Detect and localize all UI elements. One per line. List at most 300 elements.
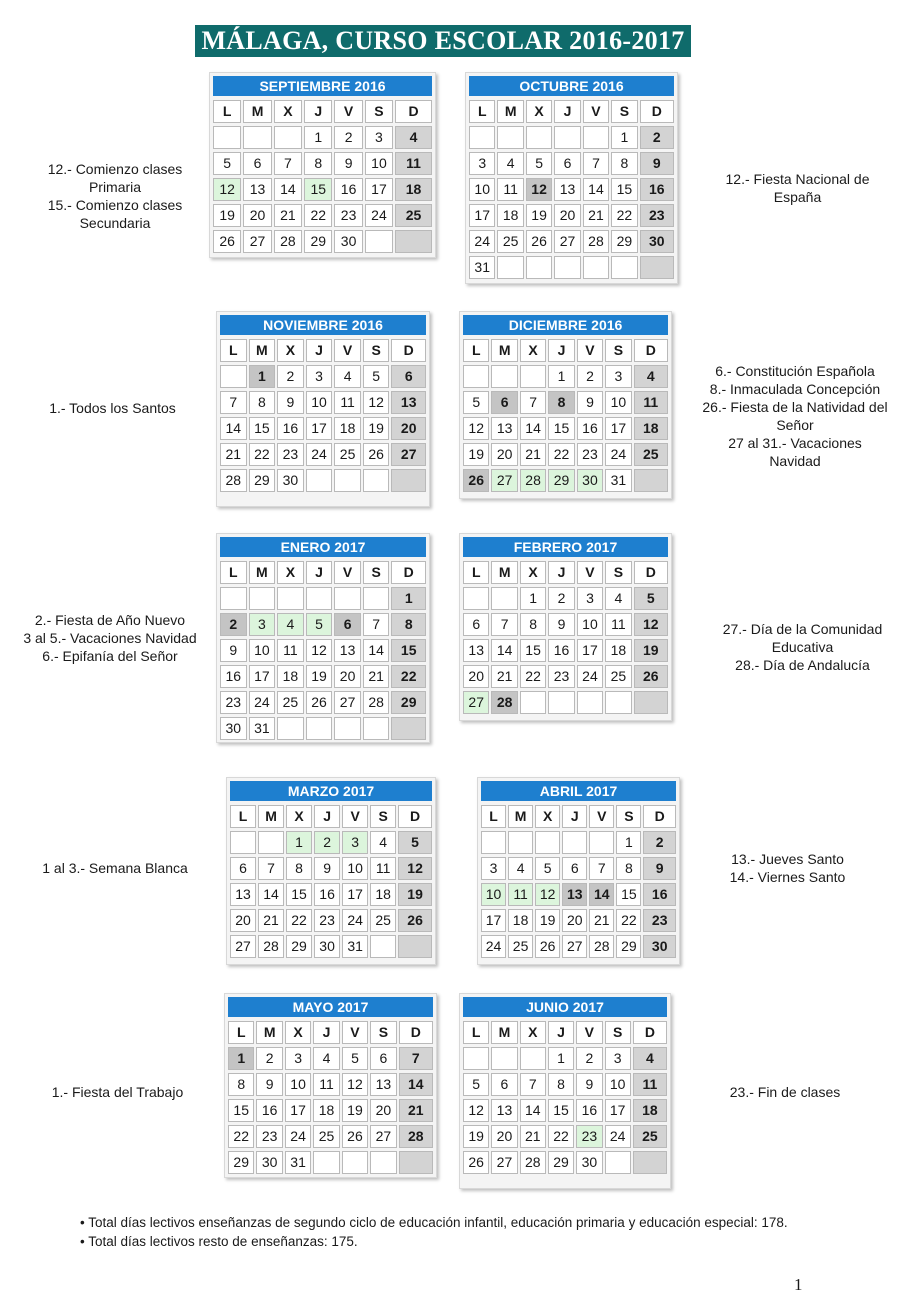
weekday-header: D [391, 339, 426, 362]
empty-day-cell [583, 256, 609, 279]
day-cell: 30 [256, 1151, 282, 1174]
day-cell: 29 [304, 230, 332, 253]
day-cell: 13 [243, 178, 271, 201]
day-cell: 24 [605, 1125, 631, 1148]
day-cell: 14 [363, 639, 390, 662]
weekday-header: D [398, 805, 432, 828]
weekday-header: D [634, 339, 668, 362]
day-cell: 16 [220, 665, 247, 688]
day-cell: 22 [616, 909, 641, 932]
day-cell: 14 [274, 178, 302, 201]
day-cell: 30 [334, 230, 362, 253]
day-cell: 11 [633, 1073, 667, 1096]
day-cell: 31 [285, 1151, 311, 1174]
day-cell: 10 [577, 613, 603, 636]
empty-day-cell [526, 256, 552, 279]
empty-day-cell [605, 691, 631, 714]
day-cell: 15 [616, 883, 641, 906]
empty-day-cell [306, 587, 333, 610]
day-cell: 2 [576, 1047, 602, 1070]
day-cell: 13 [370, 1073, 396, 1096]
day-cell: 15 [548, 1099, 574, 1122]
weekday-header: L [463, 1021, 489, 1044]
day-cell: 3 [469, 152, 495, 175]
day-cell: 24 [577, 665, 603, 688]
empty-day-cell [491, 587, 517, 610]
day-cell: 10 [605, 1073, 631, 1096]
day-cell: 7 [258, 857, 284, 880]
day-cell: 27 [391, 443, 426, 466]
weekday-header: D [643, 805, 676, 828]
day-cell: 15 [520, 639, 546, 662]
weekday-header: S [605, 1021, 631, 1044]
day-cell: 15 [548, 417, 574, 440]
day-cell: 1 [391, 587, 426, 610]
day-cell: 28 [520, 469, 546, 492]
calendar-month-title: MAYO 2017 [228, 997, 433, 1017]
day-cell: 2 [640, 126, 674, 149]
day-cell: 20 [370, 1099, 396, 1122]
day-cell: 21 [274, 204, 302, 227]
note-january: 2.- Fiesta de Año Nuevo 3 al 5.- Vacaciones Navidad 6.- Epifanía del Señor [23, 612, 197, 664]
day-cell: 19 [342, 1099, 368, 1122]
day-cell: 9 [256, 1073, 282, 1096]
calendar-month-title: ENERO 2017 [220, 537, 426, 557]
day-cell: 17 [481, 909, 506, 932]
empty-day-cell [497, 126, 523, 149]
calendar-grid [230, 805, 432, 958]
day-cell: 20 [334, 665, 361, 688]
day-cell: 2 [334, 126, 362, 149]
day-cell: 19 [463, 1125, 489, 1148]
day-cell: 30 [577, 469, 603, 492]
day-cell: 7 [220, 391, 247, 414]
weekday-header: L [220, 339, 247, 362]
calendar-grid [463, 1021, 667, 1174]
day-cell: 28 [399, 1125, 433, 1148]
day-cell: 21 [399, 1099, 433, 1122]
calendar-grid [481, 805, 676, 958]
day-cell: 14 [399, 1073, 433, 1096]
empty-day-cell [243, 126, 271, 149]
day-cell: 3 [249, 613, 276, 636]
day-cell: 12 [306, 639, 333, 662]
footer-line: • Total días lectivos resto de enseñanzas: 175. [80, 1234, 358, 1249]
day-cell: 10 [469, 178, 495, 201]
weekday-header: X [520, 339, 546, 362]
weekday-header: M [491, 561, 517, 584]
day-cell: 2 [256, 1047, 282, 1070]
day-cell: 6 [230, 857, 256, 880]
day-cell: 1 [286, 831, 312, 854]
day-cell: 4 [634, 365, 668, 388]
day-cell: 16 [277, 417, 304, 440]
weekday-header: S [370, 1021, 396, 1044]
day-cell: 11 [370, 857, 396, 880]
day-cell: 8 [286, 857, 312, 880]
day-cell: 2 [277, 365, 304, 388]
day-cell: 11 [508, 883, 533, 906]
weekday-header: V [334, 100, 362, 123]
day-cell: 8 [391, 613, 426, 636]
day-cell: 24 [365, 204, 393, 227]
weekday-header: V [589, 805, 614, 828]
day-cell: 21 [220, 443, 247, 466]
day-cell: 24 [605, 443, 631, 466]
weekday-header: V [334, 339, 361, 362]
empty-day-cell [258, 831, 284, 854]
day-cell: 25 [395, 204, 432, 227]
day-cell: 16 [640, 178, 674, 201]
calendar-grid [220, 561, 426, 740]
weekday-header: S [611, 100, 637, 123]
day-cell: 4 [395, 126, 432, 149]
empty-day-cell [463, 587, 489, 610]
weekday-header: J [548, 1021, 574, 1044]
weekday-header: V [334, 561, 361, 584]
day-cell: 24 [285, 1125, 311, 1148]
empty-day-cell [370, 935, 396, 958]
calendar-month-title: NOVIEMBRE 2016 [220, 315, 426, 335]
weekday-header: X [286, 805, 312, 828]
empty-day-cell [230, 831, 256, 854]
day-cell: 10 [342, 857, 368, 880]
calendar-grid [469, 100, 674, 279]
day-cell: 24 [469, 230, 495, 253]
empty-day-cell [583, 126, 609, 149]
day-cell: 16 [256, 1099, 282, 1122]
day-cell: 13 [391, 391, 426, 414]
day-cell: 14 [520, 417, 546, 440]
day-cell: 10 [481, 883, 506, 906]
day-cell: 3 [577, 587, 603, 610]
empty-day-cell [520, 365, 546, 388]
day-cell: 28 [274, 230, 302, 253]
day-cell: 6 [370, 1047, 396, 1070]
empty-day-cell [398, 935, 432, 958]
weekday-header: J [554, 100, 580, 123]
day-cell: 12 [213, 178, 241, 201]
day-cell: 8 [304, 152, 332, 175]
day-cell: 25 [370, 909, 396, 932]
day-cell: 14 [589, 883, 614, 906]
day-cell: 26 [363, 443, 390, 466]
empty-day-cell [363, 587, 390, 610]
weekday-header: V [576, 1021, 602, 1044]
calendar-grid [213, 100, 432, 253]
empty-day-cell [633, 1151, 667, 1174]
day-cell: 5 [342, 1047, 368, 1070]
day-cell: 12 [526, 178, 552, 201]
note-september: 12.- Comienzo clases Primaria 15.- Comienzo clases Secundaria [47, 161, 183, 231]
day-cell: 12 [634, 613, 668, 636]
day-cell: 29 [548, 469, 574, 492]
day-cell: 5 [306, 613, 333, 636]
note-may: 1.- Fiesta del Trabajo [51, 1084, 184, 1100]
empty-day-cell [370, 1151, 396, 1174]
weekday-header: M [249, 561, 276, 584]
calendar-month-title: DICIEMBRE 2016 [463, 315, 668, 335]
weekday-header: L [463, 339, 489, 362]
calendar-month-title: FEBRERO 2017 [463, 537, 668, 557]
day-cell: 18 [277, 665, 304, 688]
day-cell: 20 [243, 204, 271, 227]
day-cell: 30 [643, 935, 676, 958]
empty-day-cell [334, 469, 361, 492]
day-cell: 16 [576, 1099, 602, 1122]
day-cell: 5 [535, 857, 560, 880]
weekday-header: J [306, 339, 333, 362]
weekday-header: V [342, 1021, 368, 1044]
calendar-grid [220, 339, 426, 492]
day-cell: 9 [640, 152, 674, 175]
empty-day-cell [526, 126, 552, 149]
day-cell: 5 [398, 831, 432, 854]
day-cell: 8 [548, 1073, 574, 1096]
day-cell: 6 [562, 857, 587, 880]
day-cell: 17 [306, 417, 333, 440]
calendar-month-title: JUNIO 2017 [463, 997, 667, 1017]
weekday-header: X [277, 561, 304, 584]
day-cell: 8 [249, 391, 276, 414]
day-cell: 14 [258, 883, 284, 906]
weekday-header: L [481, 805, 506, 828]
day-cell: 29 [228, 1151, 254, 1174]
day-cell: 26 [526, 230, 552, 253]
empty-day-cell [213, 126, 241, 149]
weekday-header: J [548, 561, 574, 584]
day-cell: 13 [463, 639, 489, 662]
day-cell: 6 [491, 1073, 517, 1096]
calendar-october [465, 72, 678, 284]
day-cell: 2 [314, 831, 340, 854]
calendar-month-title: SEPTIEMBRE 2016 [213, 76, 432, 96]
day-cell: 7 [491, 613, 517, 636]
day-cell: 5 [213, 152, 241, 175]
day-cell: 10 [365, 152, 393, 175]
day-cell: 29 [611, 230, 637, 253]
day-cell: 29 [391, 691, 426, 714]
day-cell: 17 [605, 417, 631, 440]
note-october: 12.- Fiesta Nacional de España [725, 171, 870, 205]
weekday-header: L [228, 1021, 254, 1044]
empty-day-cell [363, 469, 390, 492]
day-cell: 26 [463, 1151, 489, 1174]
day-cell: 25 [634, 443, 668, 466]
day-cell: 21 [520, 443, 546, 466]
weekday-header: M [491, 339, 517, 362]
day-cell: 27 [554, 230, 580, 253]
day-cell: 12 [535, 883, 560, 906]
day-cell: 16 [643, 883, 676, 906]
day-cell: 2 [577, 365, 603, 388]
day-cell: 7 [399, 1047, 433, 1070]
day-cell: 8 [548, 391, 574, 414]
calendar-november [216, 311, 430, 507]
day-cell: 4 [633, 1047, 667, 1070]
day-cell: 4 [508, 857, 533, 880]
empty-day-cell [634, 469, 668, 492]
day-cell: 12 [398, 857, 432, 880]
day-cell: 30 [277, 469, 304, 492]
day-cell: 30 [640, 230, 674, 253]
day-cell: 4 [334, 365, 361, 388]
day-cell: 28 [258, 935, 284, 958]
day-cell: 19 [463, 443, 489, 466]
day-cell: 3 [342, 831, 368, 854]
day-cell: 26 [535, 935, 560, 958]
day-cell: 14 [491, 639, 517, 662]
day-cell: 11 [395, 152, 432, 175]
day-cell: 13 [562, 883, 587, 906]
day-cell: 9 [334, 152, 362, 175]
note-march: 1 al 3.- Semana Blanca [42, 860, 188, 876]
empty-day-cell [520, 1047, 546, 1070]
weekday-header: J [306, 561, 333, 584]
day-cell: 17 [469, 204, 495, 227]
day-cell: 10 [249, 639, 276, 662]
page-number: 1 [794, 1275, 803, 1294]
weekday-header: D [640, 100, 674, 123]
day-cell: 27 [491, 1151, 517, 1174]
empty-day-cell [395, 230, 432, 253]
day-cell: 13 [334, 639, 361, 662]
day-cell: 11 [497, 178, 523, 201]
day-cell: 9 [577, 391, 603, 414]
day-cell: 29 [286, 935, 312, 958]
weekday-header: M [508, 805, 533, 828]
day-cell: 19 [306, 665, 333, 688]
empty-day-cell [520, 691, 546, 714]
day-cell: 31 [605, 469, 631, 492]
day-cell: 9 [220, 639, 247, 662]
day-cell: 22 [228, 1125, 254, 1148]
day-cell: 31 [249, 717, 276, 740]
day-cell: 27 [370, 1125, 396, 1148]
weekday-header: X [535, 805, 560, 828]
day-cell: 26 [463, 469, 489, 492]
day-cell: 2 [220, 613, 247, 636]
day-cell: 15 [611, 178, 637, 201]
day-cell: 3 [605, 1047, 631, 1070]
day-cell: 23 [643, 909, 676, 932]
weekday-header: V [583, 100, 609, 123]
weekday-header: S [605, 561, 631, 584]
day-cell: 1 [304, 126, 332, 149]
day-cell: 9 [314, 857, 340, 880]
weekday-header: L [220, 561, 247, 584]
day-cell: 15 [286, 883, 312, 906]
day-cell: 14 [520, 1099, 546, 1122]
empty-day-cell [306, 469, 333, 492]
weekday-header: X [520, 1021, 546, 1044]
day-cell: 15 [391, 639, 426, 662]
footer-line: • Total días lectivos enseñanzas de segundo ciclo de educación infantil, educación primaria y educación especial: 178. [80, 1215, 788, 1230]
day-cell: 22 [548, 443, 574, 466]
day-cell: 13 [491, 417, 517, 440]
day-cell: 5 [463, 1073, 489, 1096]
day-cell: 1 [249, 365, 276, 388]
day-cell: 24 [342, 909, 368, 932]
day-cell: 29 [249, 469, 276, 492]
day-cell: 23 [548, 665, 574, 688]
weekday-header: X [285, 1021, 311, 1044]
day-cell: 29 [616, 935, 641, 958]
day-cell: 28 [589, 935, 614, 958]
empty-day-cell [399, 1151, 433, 1174]
empty-day-cell [463, 1047, 489, 1070]
empty-day-cell [306, 717, 333, 740]
weekday-header: L [213, 100, 241, 123]
day-cell: 3 [481, 857, 506, 880]
day-cell: 30 [314, 935, 340, 958]
weekday-header: S [363, 339, 390, 362]
day-cell: 13 [491, 1099, 517, 1122]
day-cell: 9 [548, 613, 574, 636]
empty-day-cell [469, 126, 495, 149]
empty-day-cell [481, 831, 506, 854]
day-cell: 24 [306, 443, 333, 466]
day-cell: 16 [548, 639, 574, 662]
day-cell: 19 [535, 909, 560, 932]
weekday-header: M [491, 1021, 517, 1044]
day-cell: 14 [220, 417, 247, 440]
weekday-header: X [526, 100, 552, 123]
calendar-may [224, 993, 437, 1178]
day-cell: 22 [391, 665, 426, 688]
page-title: MÁLAGA, CURSO ESCOLAR 2016-2017 [195, 25, 691, 57]
day-cell: 20 [491, 443, 517, 466]
day-cell: 25 [497, 230, 523, 253]
day-cell: 10 [306, 391, 333, 414]
day-cell: 4 [313, 1047, 339, 1070]
day-cell: 19 [526, 204, 552, 227]
empty-day-cell [277, 587, 304, 610]
day-cell: 12 [363, 391, 390, 414]
day-cell: 25 [633, 1125, 667, 1148]
weekday-header: X [520, 561, 546, 584]
day-cell: 23 [640, 204, 674, 227]
day-cell: 2 [548, 587, 574, 610]
day-cell: 18 [605, 639, 631, 662]
empty-day-cell [365, 230, 393, 253]
day-cell: 22 [520, 665, 546, 688]
empty-day-cell [277, 717, 304, 740]
day-cell: 5 [526, 152, 552, 175]
day-cell: 25 [605, 665, 631, 688]
day-cell: 23 [577, 443, 603, 466]
empty-day-cell [391, 717, 426, 740]
note-april: 13.- Jueves Santo 14.- Viernes Santo [729, 851, 846, 885]
calendar-january [216, 533, 430, 743]
calendar-grid [228, 1021, 433, 1174]
day-cell: 30 [576, 1151, 602, 1174]
day-cell: 22 [548, 1125, 574, 1148]
day-cell: 7 [520, 391, 546, 414]
day-cell: 25 [313, 1125, 339, 1148]
day-cell: 27 [334, 691, 361, 714]
empty-day-cell [391, 469, 426, 492]
day-cell: 11 [334, 391, 361, 414]
day-cell: 19 [363, 417, 390, 440]
weekday-header: J [313, 1021, 339, 1044]
empty-day-cell [554, 126, 580, 149]
day-cell: 28 [220, 469, 247, 492]
weekday-header: S [363, 561, 390, 584]
day-cell: 10 [605, 391, 631, 414]
weekday-header: D [391, 561, 426, 584]
day-cell: 17 [342, 883, 368, 906]
